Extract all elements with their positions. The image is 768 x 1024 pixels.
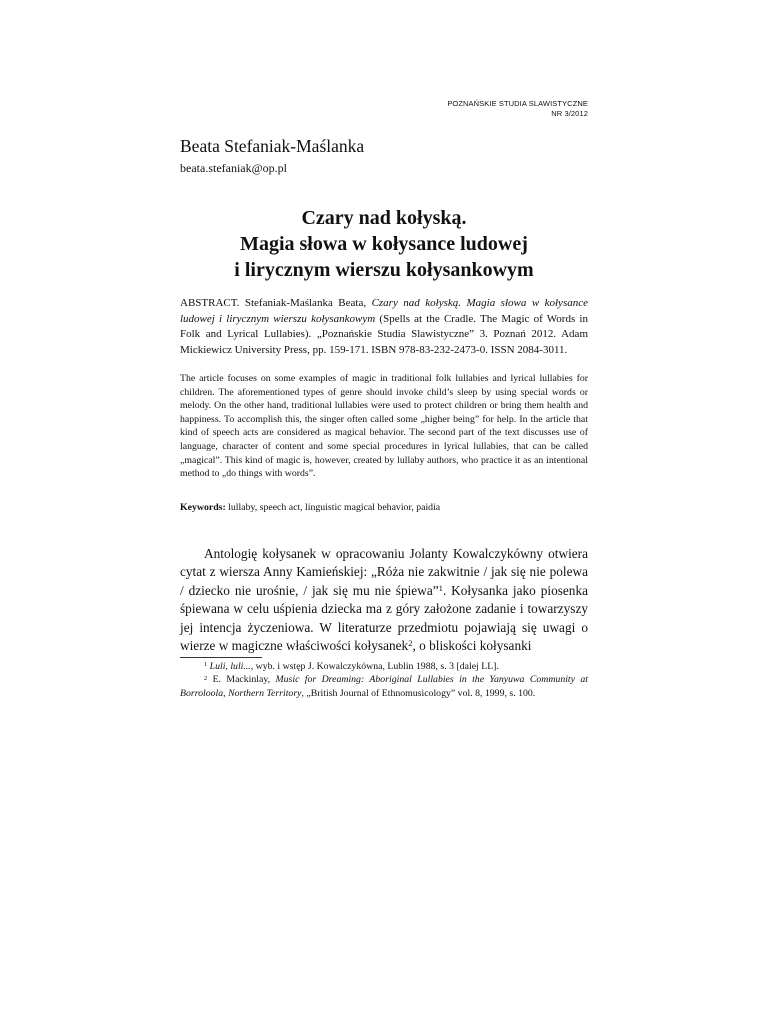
abstract-citation-rest: (Spells at the Cradle. The Magic of Words in Folk and Lyrical Lullabies). „Poznańskie Studia Slawistyczne” 3. Poznań 2012. Adam Mickiewicz University Press, pp. 159-171. ISBN 978-83-232-2473-0. ISSN 2084-3011. xyxy=(180,312,588,356)
title-line-3: i lirycznym wierszu kołysankowym xyxy=(234,259,534,281)
title-line-2: Magia słowa w kołysance ludowej xyxy=(240,233,528,255)
title-line-1: Czary nad kołyską. xyxy=(301,207,467,229)
body-text-3: , o bliskości kołysanki xyxy=(412,638,532,654)
author-email: beata.stefaniak@op.pl xyxy=(180,161,288,175)
footnote-2 xyxy=(180,673,588,700)
journal-name: POZNAŃSKIE STUDIA SLAWISTYCZNE xyxy=(447,99,588,108)
footnote-1 xyxy=(180,660,588,673)
footnote-ref-2[interactable]: 2 xyxy=(408,638,413,649)
body-text-1: Antologię kołysanek w opracowaniu Jolanty Kowalczykówny otwiera cytat z wiersza Anny Kamieńskiej: „Róża nie zakwitnie / jak się nie polewa / dziecko nie urośnie, / jak się mu nie śpiewa” xyxy=(180,546,588,598)
body-text-2: . Kołysanka jako piosenka śpiewana w celu uśpienia dziecka ma z góry założone zadanie i towarzyszy jej intencja życzeniowa. W literaturze przedmiotu pojawiają się uwagi o wierze w magiczne właściwości kołysanek xyxy=(180,582,588,654)
footnote-2-author: E. Mackinlay, xyxy=(207,674,276,686)
abstract-title: Czary nad kołyską. Magia słowa w kołysance ludowej i lirycznym wierszu kołysankowym xyxy=(180,297,588,325)
journal-header xyxy=(447,99,588,119)
abstract-label: ABSTRACT. Stefaniak-Maślanka Beata, xyxy=(180,297,372,309)
abstract-text: The article focuses on some examples of magic in traditional folk lullabies and lyrical lullabies for children. The aforementioned types of genre should invoke child’s sleep by using special words or melody. On the other hand, traditional lullabies were used to protect children or bring them health and happiness. To accomplish this, the singer often called some „higher being” for help. In the article that kind of speech acts are considered as magical behavior. The second part of the text discusses use of language, character of content and some special procedures in lyrical lullabies, that can be called „magical”. This kind of magic is, however, created by lullaby authors, who practice it as an intentional method to „do things with words”. xyxy=(180,373,588,480)
article-title xyxy=(180,205,588,283)
footnote-2-title: Music for Dreaming: Aboriginal Lullabies in the Yanyuwa Community at Borroloola, Northern Territory xyxy=(180,674,589,699)
body-paragraph xyxy=(180,545,588,655)
footnote-ref-1[interactable]: 1 xyxy=(438,582,443,593)
keywords xyxy=(180,501,588,514)
footnote-divider xyxy=(180,657,262,658)
author-name: Beata Stefaniak-Maślanka xyxy=(180,136,365,156)
footnotes xyxy=(180,660,588,700)
keywords-label: Keywords: xyxy=(180,502,226,513)
journal-issue: NR 3/2012 xyxy=(551,109,588,118)
abstract-citation xyxy=(180,296,588,358)
article-page xyxy=(180,0,588,1024)
footnote-1-text: , wyb. i wstęp J. Kowalczykówna, Lublin 1988, s. 3 [dalej LL]. xyxy=(250,661,499,672)
footnote-2-number: 2 xyxy=(204,674,208,682)
footnote-2-text: , „British Journal of Ethnomusicology” vol. 8, 1999, s. 100. xyxy=(301,687,536,699)
keywords-list: lullaby, speech act, linguistic magical behavior, paidia xyxy=(225,502,441,513)
footnote-1-number: 1 xyxy=(204,661,208,669)
footnote-1-title: Luli, luli... xyxy=(209,661,251,672)
